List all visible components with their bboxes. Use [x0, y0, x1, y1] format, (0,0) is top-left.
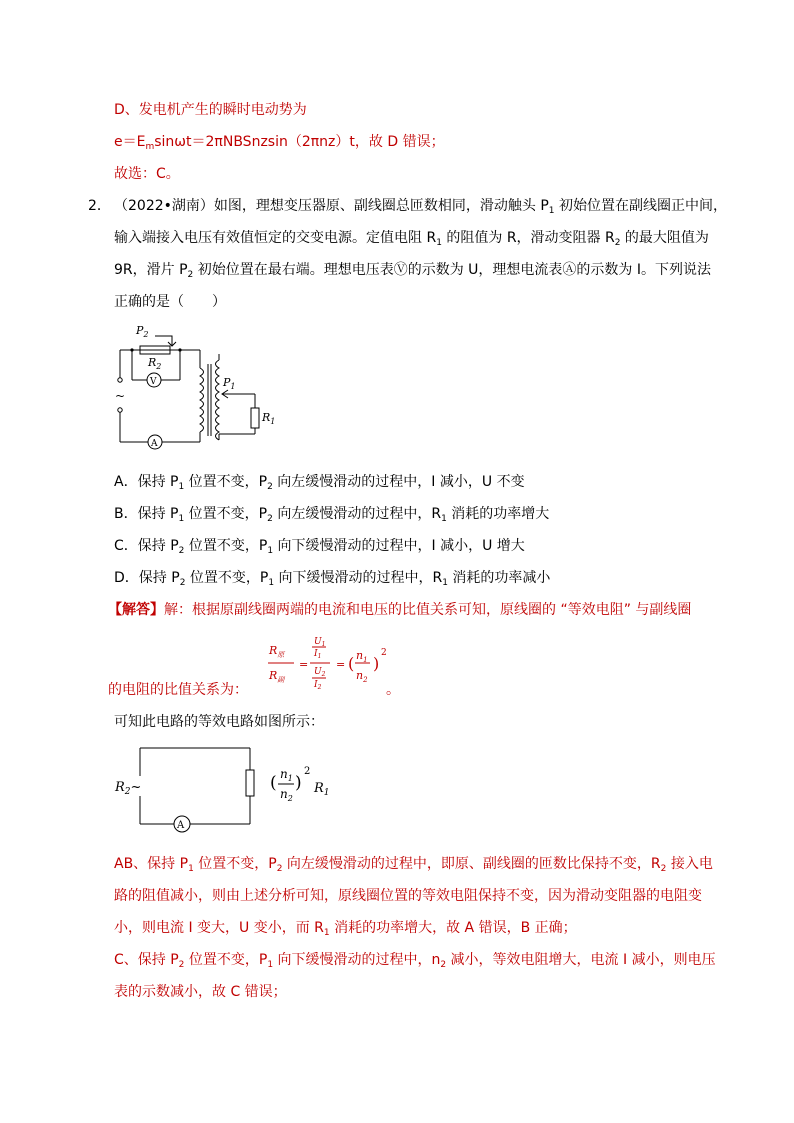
svg-text:=: =: [336, 658, 346, 671]
svg-text:R副: $R_副$: [269, 669, 285, 684]
equiv-ammeter-label: A: [177, 820, 185, 831]
ratio-label: 的电阻的比值关系为：: [108, 682, 248, 698]
option-c: C．保持 $P_2$ 位置不变，$P_1$ 向下缓慢滑动的过程中，I 减小，U 增大: [114, 538, 525, 556]
ratio-period: 。: [386, 682, 400, 698]
answer-ab-line-1: AB、保持 $P_1$ 位置不变，$P_2$ 向左缓慢滑动的过程中，即原、副线圈的匝数比保持不变，$R_2$ 接入电: [114, 856, 713, 874]
svg-text:(: (: [270, 773, 277, 793]
p2-label: $P_2$: [136, 324, 149, 339]
question-line-4: 正确的是（ ）: [114, 294, 226, 310]
question-line-1: （2022•湖南）如图，理想变压器原、副线圈总匝数相同，滑动触头 $P_1$ 初始位置在副线圈正中间，: [114, 198, 727, 216]
option-a: A．保持 $P_1$ 位置不变，$P_2$ 向左缓慢滑动的过程中，I 减小，U 不变: [114, 474, 525, 492]
ac-source-tilde: ~: [115, 389, 126, 403]
answer-c-line-1: C、保持 $P_2$ 位置不变，$P_1$ 向下缓慢滑动的过程中，$n_2$ 减小，等效电阻增大，电流 I 减小，则电压: [114, 952, 716, 970]
svg-text:n2: $n_2$: [280, 787, 293, 803]
prev-formula: $e=E_m\sin\omega t=2\pi NBSnzsin(2\pi nz)t$，故 D 错误；: [114, 134, 445, 152]
answer-intro: 【解答】解：根据原副线圈两端的电流和电压的比值关系可知，原线圈的 “等效电阻” 与副线圈: [108, 602, 692, 618]
svg-text:R原: $R_原$: [269, 644, 285, 659]
svg-text:I2: $I_2$: [314, 680, 322, 691]
svg-text:=: =: [299, 658, 309, 671]
question-number: 2．: [88, 198, 111, 214]
svg-text:(: (: [348, 654, 355, 673]
answer-tag: 【解答】: [108, 602, 164, 618]
option-d: D．保持 $P_2$ 位置不变，$P_1$ 向下缓慢滑动的过程中，$R_1$ 消耗的功率减小: [114, 570, 551, 588]
r1-label: $R_1$: [262, 411, 276, 426]
equivalent-circuit-diagram: [110, 740, 350, 840]
ratio-formula: [266, 632, 426, 694]
svg-text:n2: $n_2$: [356, 669, 368, 684]
svg-text:R1: $R_1$: [314, 781, 330, 798]
svg-text:2: 2: [381, 648, 387, 658]
question-line-2: 输入端接入电压有效值恒定的交变电源。定值电阻 $R_1$ 的阻值为 R，滑动变阻器 $R_2$ 的最大阻值为: [114, 230, 709, 248]
option-b: B．保持 $P_1$ 位置不变，$P_2$ 向左缓慢滑动的过程中，$R_1$ 消耗的功率增大: [114, 506, 550, 524]
ammeter-label: A: [151, 439, 158, 449]
prev-conclusion: 故选：C。: [114, 166, 180, 182]
r2-label: $R_2$: [148, 356, 162, 371]
svg-text:U2: $U_2$: [314, 667, 326, 678]
answer-ab-line-3: 小，则电流 I 变大，U 变小，而 $R_1$ 消耗的功率增大，故 A 错误，B 正确；: [114, 920, 577, 938]
question-line-3: 9R，滑片 $P_2$ 初始位置在最右端。理想电压表Ⓥ的示数为 U，理想电流表Ⓐ的示数为 I。下列说法: [114, 262, 711, 280]
answer-c-line-2: 表的示数减小，故 C 错误；: [114, 984, 287, 1000]
svg-text:): ): [295, 773, 302, 793]
voltmeter-label: V: [150, 377, 157, 387]
svg-text:2: 2: [304, 766, 311, 777]
svg-text:n1: $n_1$: [280, 767, 293, 783]
p1-label: $P_1$: [223, 376, 236, 391]
transformer-circuit-diagram: [110, 320, 280, 455]
prev-d-label: D、发电机产生的瞬时电动势为: [114, 102, 307, 118]
svg-text:): ): [373, 654, 380, 673]
equiv-intro: 可知此电路的等效电路如图所示：: [114, 714, 324, 730]
svg-text:n1: $n_1$: [356, 649, 368, 664]
answer-ab-line-2: 路的阻值减小，则由上述分析可知，原线圈位置的等效电阻保持不变，因为滑动变阻器的电阻变: [114, 888, 702, 904]
svg-text:U1: $U_1$: [314, 637, 326, 648]
svg-text:I1: $I_1$: [314, 649, 322, 660]
svg-text:R2~: $R_2\sim$: [115, 780, 142, 797]
